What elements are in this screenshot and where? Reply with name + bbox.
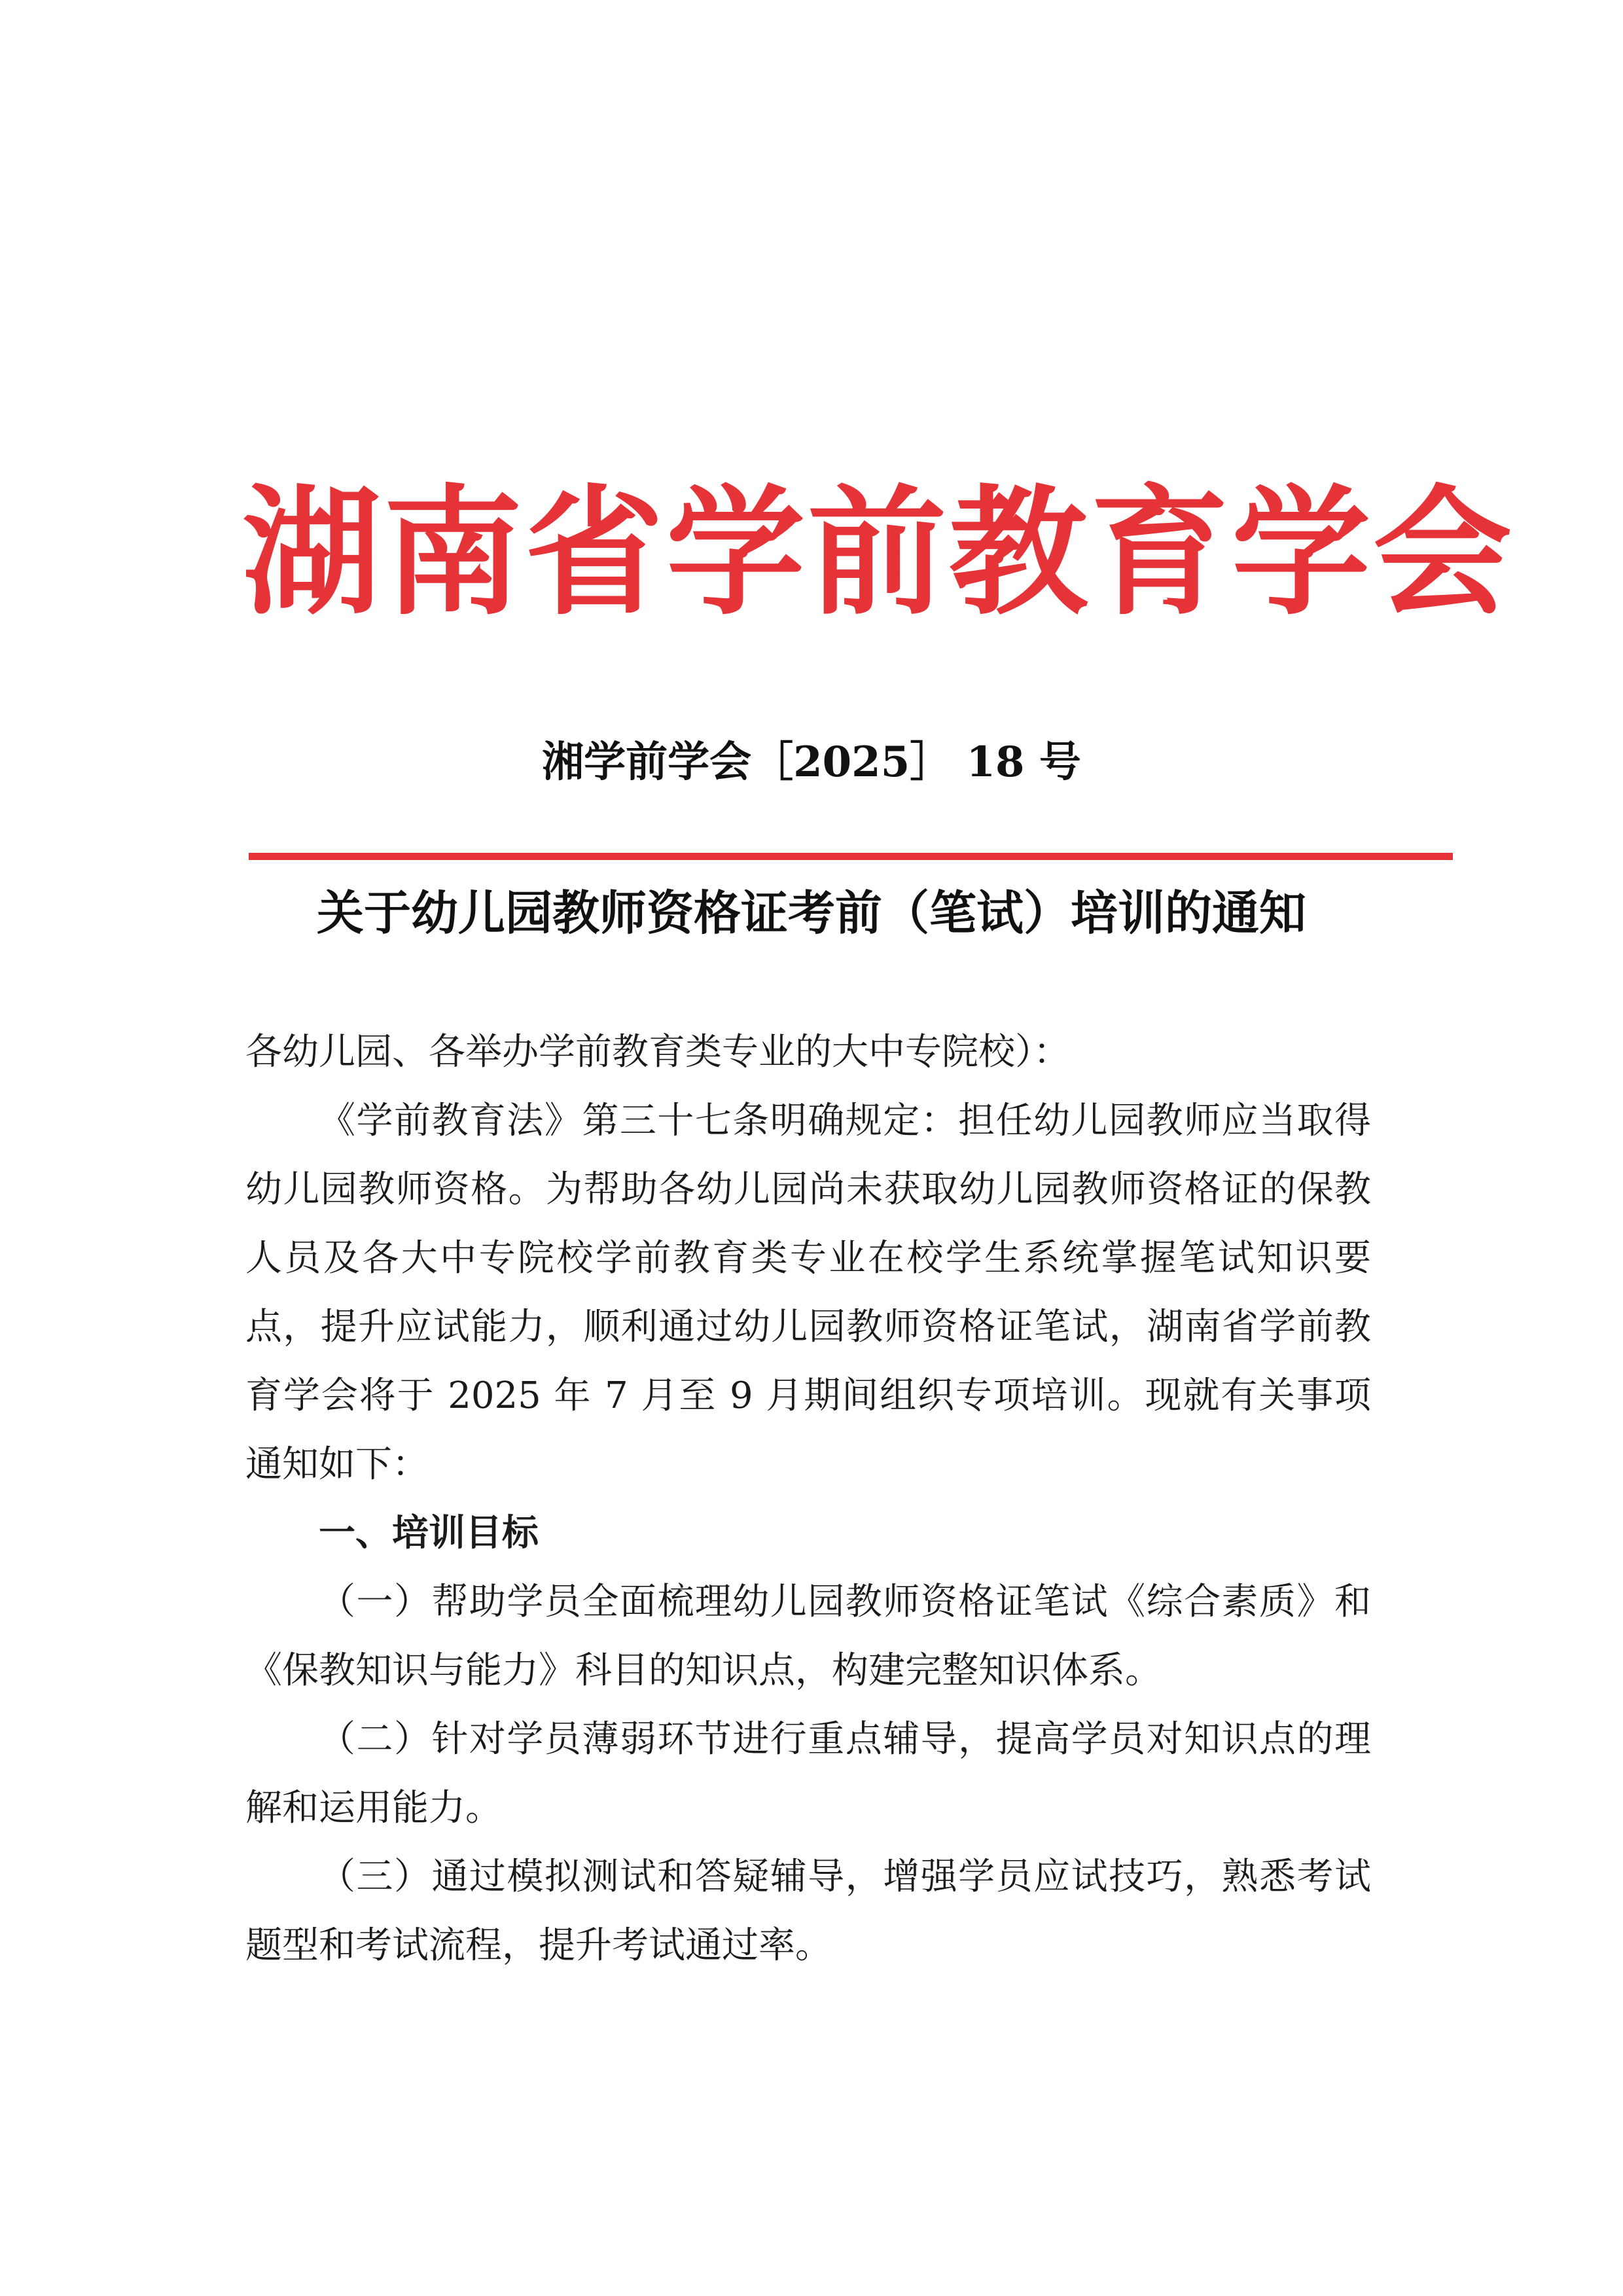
goal-item-1: （一）帮助学员全面梳理幼儿园教师资格证笔试《综合素质》和《保教知识与能力》科目的知识点，构建完整知识体系。 [245, 1581, 1371, 1692]
organization-name-header: 湖南省学前教育学会 [242, 472, 1514, 634]
goal-item-3: （三）通过模拟测试和答疑辅导，增强学员应试技巧，熟悉考试题型和考试流程，提升考试通过率。 [245, 1856, 1371, 1967]
salutation: 各幼儿园、各举办学前教育类专业的大中专院校）： [245, 1031, 1070, 1073]
notice-title: 关于幼儿园教师资格证考前（笔试）培训的通知 [316, 886, 1306, 941]
section-heading-training-goals: 一、培训目标 [319, 1512, 539, 1554]
notice-body [245, 1018, 1371, 1980]
red-divider-line [249, 853, 1453, 860]
goal-item-2: （二）针对学员薄弱环节进行重点辅导，提高学员对知识点的理解和运用能力。 [245, 1718, 1371, 1829]
intro-paragraph: 《学前教育法》第三十七条明确规定：担任幼儿园教师应当取得幼儿园教师资格。为帮助各幼儿园尚未获取幼儿园教师资格证的保教人员及各大中专院校学前教育类专业在校学生系统掌握笔试知识要点，提升应试能力，顺利通过幼儿园教师资格证笔试，湖南省学前教育学会将于 2025 年 7 月至 9 月期间组织专项培训。现就有关事项通知如下： [245, 1100, 1371, 1486]
document-number: 湘学前学会［2025］ 18 号 [542, 738, 1081, 787]
